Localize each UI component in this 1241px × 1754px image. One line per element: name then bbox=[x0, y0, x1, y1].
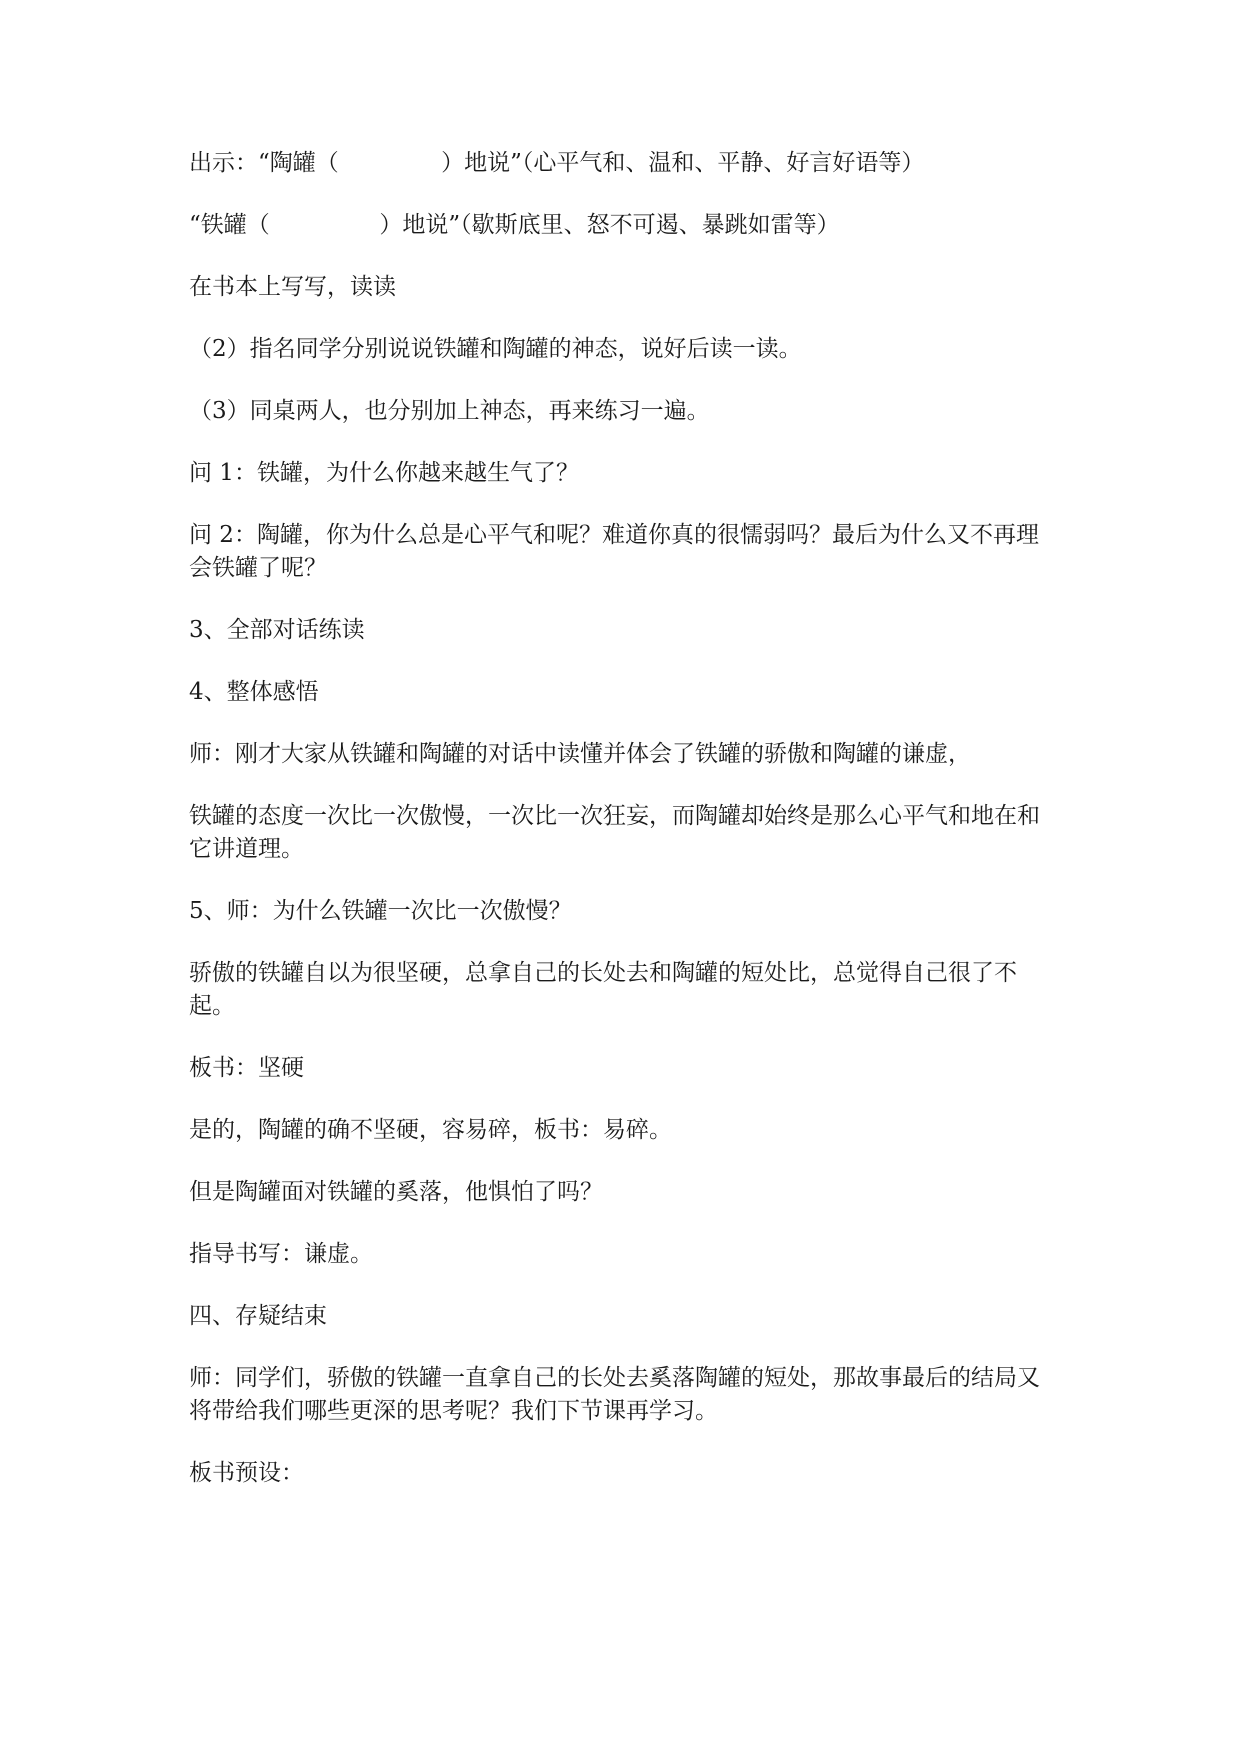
paragraph-board-fragile: 是的，陶罐的确不坚硬，容易碎，板书：易碎。 bbox=[189, 1117, 672, 1143]
paragraph-write-read: 在书本上写写，读读 bbox=[189, 274, 396, 300]
paragraph-question-1: 问 1：铁罐，为什么你越来越生气了？ bbox=[189, 460, 579, 486]
paragraph-section-4: 4、整体感悟 bbox=[189, 679, 319, 705]
paragraph-closing: 师：同学们，骄傲的铁罐一直拿自己的长处去奚落陶罐的短处，那故事最后的结局又将带给我们哪些更深的思考呢？我们下节课再学习。 bbox=[189, 1365, 1040, 1424]
paragraph-section-3: 3、全部对话练读 bbox=[189, 617, 365, 643]
paragraph-section-5: 5、师：为什么铁罐一次比一次傲慢？ bbox=[189, 898, 572, 924]
paragraph-step-2: （2）指名同学分别说说铁罐和陶罐的神态，说好后读一读。 bbox=[189, 336, 802, 362]
paragraph-board-hard: 板书：坚硬 bbox=[189, 1055, 304, 1081]
paragraph-display-prompt-tie: “铁罐（ ）地说”（歇斯底里、怒不可遏、暴跳如雷等） bbox=[189, 212, 840, 238]
paragraph-teacher-summary: 师：刚才大家从铁罐和陶罐的对话中读懂并体会了铁罐的骄傲和陶罐的谦虚， bbox=[189, 741, 971, 767]
paragraph-question-2: 问 2：陶罐，你为什么总是心平气和呢？难道你真的很懦弱吗？最后为什么又不再理会铁罐了呢？ bbox=[189, 522, 1039, 581]
paragraph-step-3: （3）同桌两人，也分别加上神态，再来练习一遍。 bbox=[189, 398, 710, 424]
paragraph-section-four: 四、存疑结束 bbox=[189, 1303, 327, 1329]
paragraph-attitude: 铁罐的态度一次比一次傲慢，一次比一次狂妄，而陶罐却始终是那么心平气和地在和它讲道理。 bbox=[189, 803, 1040, 862]
paragraph-fear-question: 但是陶罐面对铁罐的奚落，他惧怕了吗？ bbox=[189, 1179, 603, 1205]
document-body bbox=[189, 147, 1059, 1519]
paragraph-board-plan: 板书预设： bbox=[189, 1460, 304, 1486]
paragraph-writing-guide: 指导书写：谦虚。 bbox=[189, 1241, 373, 1267]
paragraph-display-prompt-tao: 出示：“陶罐（ ）地说”（心平气和、温和、平静、好言好语等） bbox=[189, 150, 925, 176]
paragraph-proud-iron-pot: 骄傲的铁罐自以为很坚硬，总拿自己的长处去和陶罐的短处比，总觉得自己很了不起。 bbox=[189, 960, 1017, 1019]
